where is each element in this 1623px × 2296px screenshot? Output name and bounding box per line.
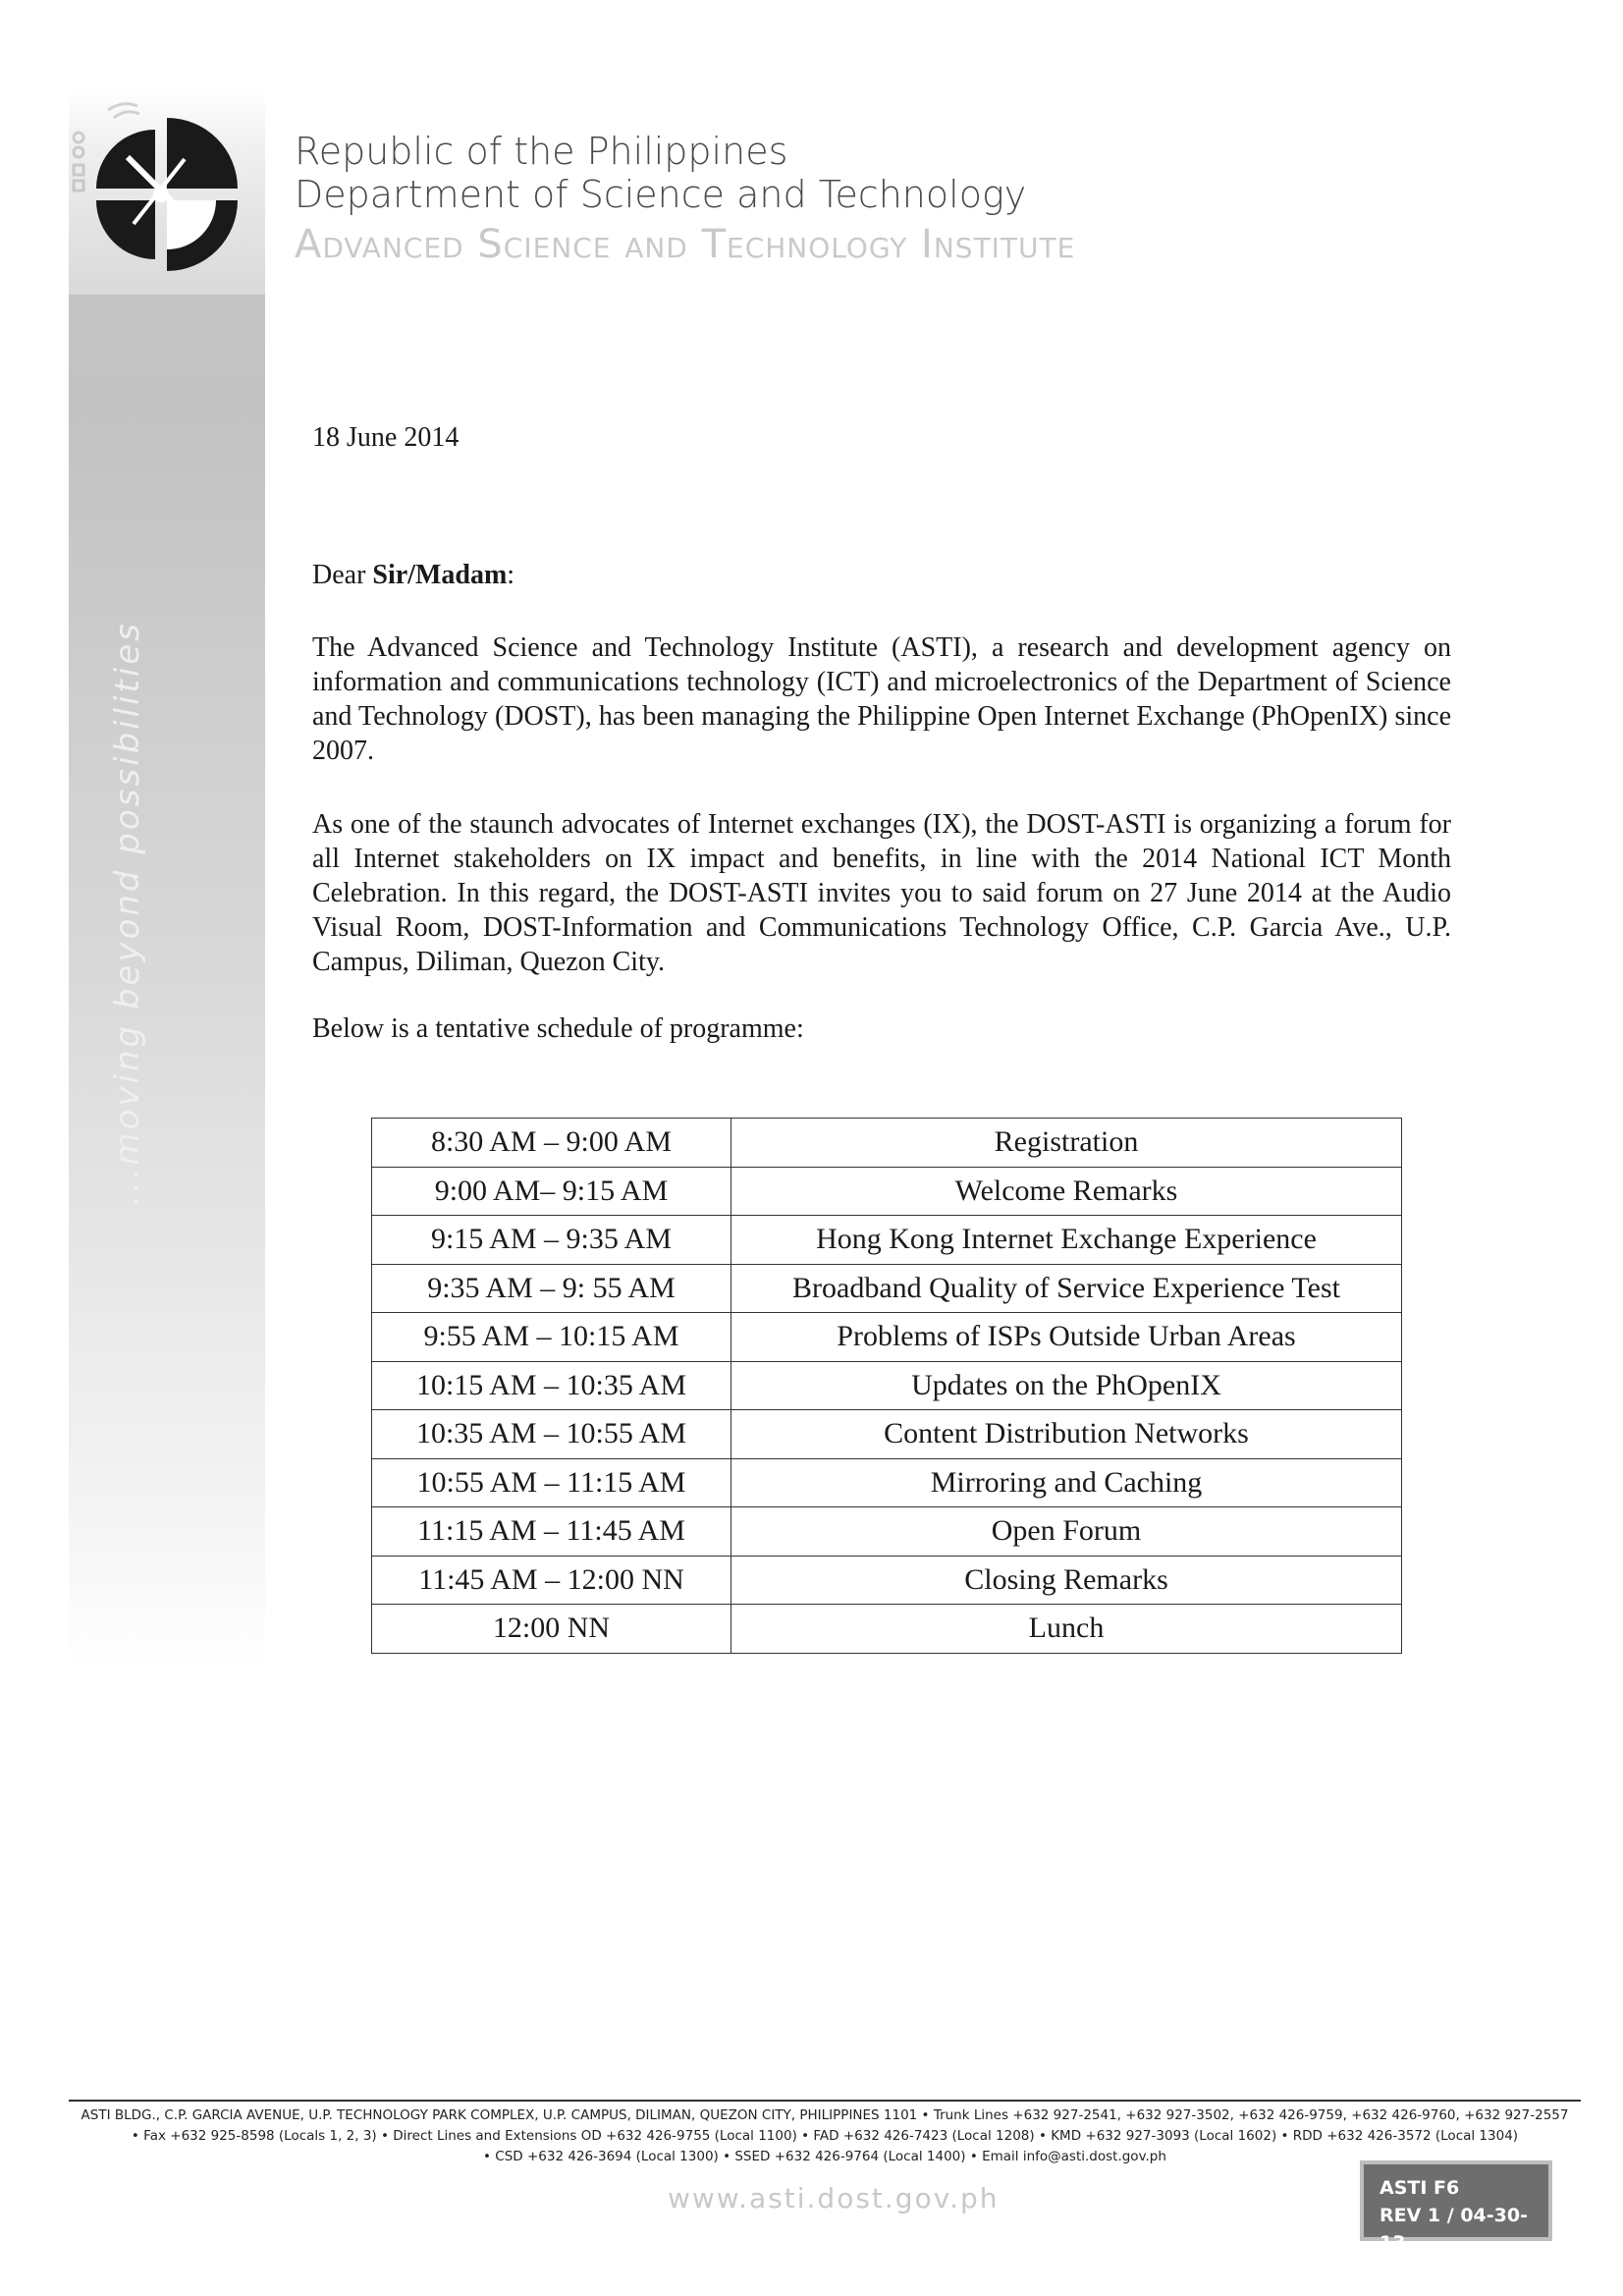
schedule-time: 9:00 AM– 9:15 AM — [372, 1167, 731, 1216]
form-revision: REV 1 / 04-30-13 — [1380, 2205, 1528, 2254]
schedule-table — [371, 1118, 1402, 1654]
schedule-item: Welcome Remarks — [731, 1167, 1402, 1216]
letter-salutation — [312, 558, 1451, 592]
schedule-item: Content Distribution Networks — [731, 1410, 1402, 1459]
form-code-badge — [1360, 2160, 1552, 2254]
table-row — [372, 1507, 1402, 1557]
sidebar-tagline: ...moving beyond possibilities — [108, 621, 147, 1206]
schedule-time: 10:15 AM – 10:35 AM — [372, 1361, 731, 1410]
schedule-item: Broadband Quality of Service Experience Test — [731, 1264, 1402, 1313]
letter-paragraph-2: As one of the staunch advocates of Internet exchanges (IX), the DOST-ASTI is organizing a forum for all Internet stakeholders on IX impact and benefits, in line with the 2014 National ICT Month Celebration. In this regard, the DOST-ASTI invites you to said forum on 27 June 2014 at the Audio Visual Room, DOST-Information and Communications Technology Office, C.P. Garcia Ave., U.P. Campus, Diliman, Quezon City. — [312, 809, 1451, 977]
schedule-time: 9:35 AM – 9: 55 AM — [372, 1264, 731, 1313]
salutation-suffix: : — [507, 560, 515, 590]
table-row — [372, 1264, 1402, 1313]
table-row — [372, 1605, 1402, 1654]
letter-paragraph-3: Below is a tentative schedule of programme: — [312, 1013, 804, 1044]
schedule-time: 9:15 AM – 9:35 AM — [372, 1216, 731, 1265]
letter-date: 18 June 2014 — [312, 422, 460, 453]
schedule-item: Closing Remarks — [731, 1556, 1402, 1605]
schedule-item: Hong Kong Internet Exchange Experience — [731, 1216, 1402, 1265]
sidebar-band — [69, 88, 265, 1669]
schedule-time: 10:35 AM – 10:55 AM — [372, 1410, 731, 1459]
footer-contact — [59, 2105, 1591, 2167]
schedule-item: Mirroring and Caching — [731, 1458, 1402, 1507]
table-row — [372, 1361, 1402, 1410]
letterhead-department: Department of Science and Technology — [295, 173, 1027, 216]
table-row — [372, 1458, 1402, 1507]
footer-website: www.asti.dost.gov.ph — [668, 2182, 1000, 2214]
schedule-item: Open Forum — [731, 1507, 1402, 1557]
salutation-prefix: Dear — [312, 560, 373, 590]
table-row — [372, 1410, 1402, 1459]
schedule-item: Registration — [731, 1119, 1402, 1168]
schedule-item: Problems of ISPs Outside Urban Areas — [731, 1313, 1402, 1362]
schedule-time: 9:55 AM – 10:15 AM — [372, 1313, 731, 1362]
footer-extensions: • Fax +632 925-8598 (Locals 1, 2, 3) • Direct Lines and Extensions OD +632 426-9755 (Local 1100) • FAD +632 426-7423 (Local 1208) • KMD +632 927-3093 (Local 1602) • RDD +632 426-3572 (Local 1304) — [131, 2128, 1519, 2144]
table-row — [372, 1216, 1402, 1265]
table-row — [372, 1556, 1402, 1605]
schedule-time: 8:30 AM – 9:00 AM — [372, 1119, 731, 1168]
footer-address: ASTI BLDG., C.P. GARCIA AVENUE, U.P. TECHNOLOGY PARK COMPLEX, U.P. CAMPUS, DILIMAN, QUEZON CITY, PHILIPPINES 1101 • Trunk Lines +632 927-2541, +632 927-3502, +632 426-9759, +632 426-9760, +632 927-2557 — [81, 2107, 1569, 2123]
table-row — [372, 1313, 1402, 1362]
schedule-time: 10:55 AM – 11:15 AM — [372, 1458, 731, 1507]
letterhead — [295, 130, 1075, 269]
schedule-time: 12:00 NN — [372, 1605, 731, 1654]
schedule-time: 11:45 AM – 12:00 NN — [372, 1556, 731, 1605]
form-code: ASTI F6 — [1380, 2177, 1460, 2199]
table-row — [372, 1167, 1402, 1216]
schedule-time: 11:15 AM – 11:45 AM — [372, 1507, 731, 1557]
letterhead-institute: Advanced Science and Technology Institute — [295, 222, 1076, 267]
schedule-item: Updates on the PhOpenIX — [731, 1361, 1402, 1410]
footer-divider — [69, 2100, 1581, 2102]
schedule-item: Lunch — [731, 1605, 1402, 1654]
asti-logo-icon — [69, 98, 255, 285]
salutation-name: Sir/Madam — [372, 560, 508, 590]
table-row — [372, 1119, 1402, 1168]
letterhead-republic: Republic of the Philippines — [295, 130, 788, 173]
footer-email: • CSD +632 426-3694 (Local 1300) • SSED +632 426-9764 (Local 1400) • Email info@asti.dost.gov.ph — [483, 2149, 1166, 2164]
letter-paragraph-1: The Advanced Science and Technology Institute (ASTI), a research and development agency on information and communications technology (ICT) and microelectronics of the Department of Science and Technology (DOST), has been managing the Philippine Open Internet Exchange (PhOpenIX) since 2007. — [312, 632, 1451, 766]
